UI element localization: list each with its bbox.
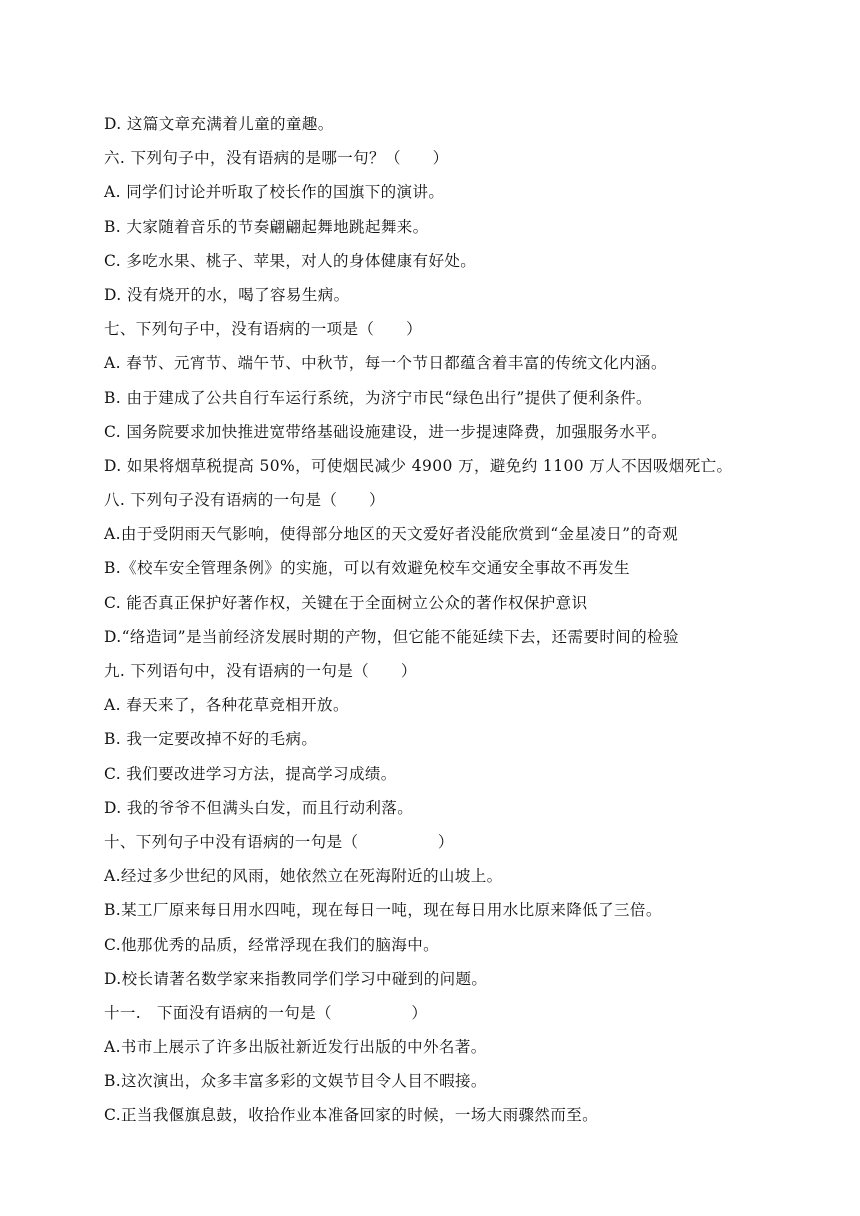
option-line: A. 春天来了，各种花草竞相开放。: [104, 696, 349, 715]
option-line: A.由于受阴雨天气影响，使得部分地区的天文爱好者没能欣赏到“金星凌日”的奇观: [104, 525, 679, 544]
option-line: B.这次演出，众多丰富多彩的文娱节目令人目不暇接。: [104, 1072, 487, 1091]
option-line: A. 春节、元宵节、端午节、中秋节，每一个节日都蕴含着丰富的传统文化内涵。: [104, 354, 667, 373]
question-heading: 七、下列句子中，没有语病的一项是（ ）: [104, 320, 423, 339]
option-line: C. 我们要改进学习方法，提高学习成绩。: [104, 764, 397, 783]
option-line: A.经过多少世纪的风雨，她依然立在死海附近的山坡上。: [104, 867, 503, 886]
option-line: A. 同学们讨论并听取了校长作的国旗下的演讲。: [104, 183, 445, 202]
option-line: D. 没有烧开的水，喝了容易生病。: [104, 285, 350, 304]
option-line: D.校长请著名数学家来指教同学们学习中碰到的问题。: [104, 969, 488, 988]
question-heading: 八. 下列句子没有语病的一句是（ ）: [104, 491, 385, 510]
option-line: C.他那优秀的品质，经常浮现在我们的脑海中。: [104, 935, 440, 954]
option-line: C. 能否真正保护好著作权，关键在于全面树立公众的著作权保护意识: [104, 593, 588, 612]
option-line: B. 由于建成了公共自行车运行系统，为济宁市民“绿色出行”提供了便利条件。: [104, 388, 652, 407]
option-line: C.正当我偃旗息鼓，收拾作业本准备回家的时候，一场大雨骤然而至。: [104, 1106, 599, 1125]
option-line: C. 国务院要求加快推进宽带络基础设施建设，进一步提速降费，加强服务水平。: [104, 422, 667, 441]
option-line: D.“络造词”是当前经济发展时期的产物，但它能不能延续下去，还需要时间的检验: [104, 627, 679, 646]
option-line: A.书市上展示了许多出版社新近发行出版的中外名著。: [104, 1038, 487, 1057]
option-line: D. 我的爷爷不但满头白发，而且行动利落。: [104, 798, 414, 817]
option-line: B.某工厂原来每日用水四吨，现在每日一吨，现在每日用水比原来降低了三倍。: [104, 901, 662, 920]
option-line: C. 多吃水果、桃子、苹果，对人的身体健康有好处。: [104, 251, 477, 270]
question-heading: 十一. 下面没有语病的一句是（ ）: [104, 1003, 428, 1022]
question-heading: 九. 下列语句中，没有语病的一句是（ ）: [104, 662, 417, 680]
option-line: B. 大家随着音乐的节奏翩翩起舞地跳起舞来。: [104, 217, 429, 236]
option-line: B. 我一定要改掉不好的毛病。: [104, 730, 318, 749]
question-heading: 六. 下列句子中，没有语病的是哪一句？（ ）: [104, 149, 449, 168]
option-line: D. 这篇文章充满着儿童的童趣。: [104, 115, 334, 133]
option-line: D. 如果将烟草税提高 50%，可使烟民减少 4900 万，避免约 1100 万人不因吸烟死亡。: [104, 456, 733, 475]
document-body: [104, 107, 764, 1133]
question-heading: 十、下列句子中没有语病的一句是（ ）: [104, 832, 454, 851]
option-line: B.《校车安全管理条例》的实施，可以有效避免校车交通安全事故不再发生: [104, 559, 630, 578]
